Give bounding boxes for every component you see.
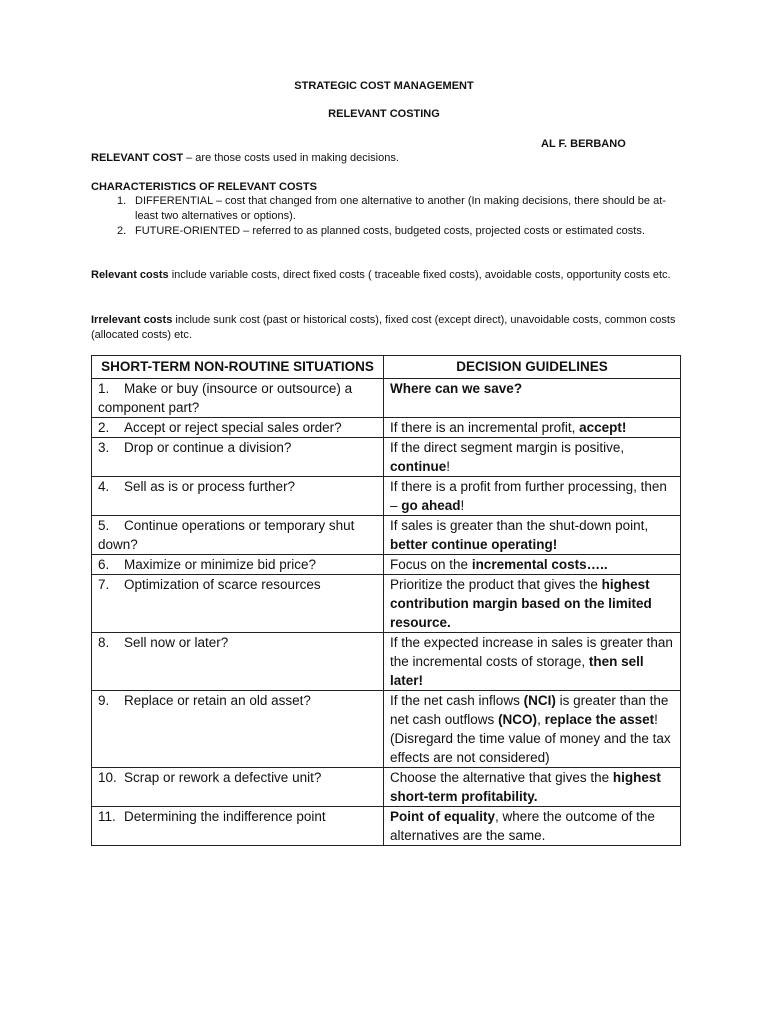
situation-text: Optimization of scarce resources bbox=[124, 577, 321, 592]
guideline-cell bbox=[384, 807, 681, 846]
table-row bbox=[92, 418, 681, 438]
guideline-text: is greater than the net cash outflows bbox=[390, 693, 669, 727]
table-row bbox=[92, 438, 681, 477]
guideline-emphasis: better continue operating! bbox=[390, 537, 558, 552]
situation-cell bbox=[92, 768, 384, 807]
characteristics-heading: CHARACTERISTICS OF RELEVANT COSTS bbox=[91, 181, 317, 193]
guideline-cell bbox=[384, 379, 681, 418]
situation-text: Make or buy (insource or outsource) a component part? bbox=[98, 381, 353, 415]
situation-cell bbox=[92, 477, 384, 516]
guideline-cell bbox=[384, 555, 681, 575]
characteristic-number: 2. bbox=[117, 225, 127, 237]
relevant-cost-definition bbox=[91, 151, 681, 166]
guideline-cell bbox=[384, 575, 681, 633]
guideline-text: Choose the alternative that gives the bbox=[390, 770, 613, 785]
situations-column-header: SHORT-TERM NON-ROUTINE SITUATIONS bbox=[92, 356, 384, 379]
situation-text: Scrap or rework a defective unit? bbox=[124, 770, 322, 785]
situation-number: 7. bbox=[98, 577, 110, 592]
characteristic-number: 1. bbox=[117, 195, 127, 207]
guidelines-column-header: DECISION GUIDELINES bbox=[384, 356, 681, 379]
author-name: AL F. BERBANO bbox=[541, 138, 626, 150]
irrelevant-costs-text: include sunk cost (past or historical costs), fixed cost (except direct), unavoidable costs, common costs (allocated costs) etc. bbox=[91, 314, 676, 341]
guideline-text: If the expected increase in sales is greater than the incremental costs of storage, bbox=[390, 635, 673, 669]
guideline-text: If the direct segment margin is positive, bbox=[390, 440, 625, 455]
decision-table-body bbox=[92, 379, 681, 846]
situation-cell bbox=[92, 379, 384, 418]
characteristic-text: DIFFERENTIAL – cost that changed from one alternative to another (In making decisions, there should be at-least two alternatives or options). bbox=[135, 195, 666, 222]
guideline-text: ! bbox=[460, 498, 465, 513]
guideline-text: If there is an incremental profit, bbox=[390, 420, 580, 435]
situation-text: Accept or reject special sales order? bbox=[124, 420, 342, 435]
relevant-costs-paragraph bbox=[91, 268, 681, 283]
characteristics-list bbox=[117, 194, 677, 239]
situation-cell bbox=[92, 418, 384, 438]
relevant-costs-lead: Relevant costs bbox=[91, 269, 169, 281]
irrelevant-costs-lead: Irrelevant costs bbox=[91, 314, 173, 326]
guideline-cell bbox=[384, 418, 681, 438]
table-row bbox=[92, 807, 681, 846]
situation-number: 10. bbox=[98, 770, 117, 785]
situation-number: 4. bbox=[98, 479, 110, 494]
decision-table bbox=[91, 355, 681, 846]
guideline-cell bbox=[384, 516, 681, 555]
relevant-cost-term: RELEVANT COST bbox=[91, 152, 184, 164]
situation-text: Maximize or minimize bid price? bbox=[124, 557, 317, 572]
situation-number: 6. bbox=[98, 557, 110, 572]
table-row bbox=[92, 768, 681, 807]
guideline-text: Prioritize the product that gives the bbox=[390, 577, 602, 592]
table-row bbox=[92, 575, 681, 633]
guideline-cell bbox=[384, 438, 681, 477]
guideline-emphasis: go ahead bbox=[401, 498, 461, 513]
guideline-emphasis: continue bbox=[390, 459, 447, 474]
irrelevant-costs-paragraph bbox=[91, 313, 681, 343]
guideline-text: , bbox=[537, 712, 545, 727]
table-row bbox=[92, 555, 681, 575]
guideline-text: Focus on the bbox=[390, 557, 472, 572]
table-row bbox=[92, 477, 681, 516]
situation-cell bbox=[92, 555, 384, 575]
situation-number: 5. bbox=[98, 518, 110, 533]
guideline-emphasis: incremental costs….. bbox=[471, 557, 608, 572]
guideline-text: If the net cash inflows bbox=[390, 693, 524, 708]
document-title: STRATEGIC COST MANAGEMENT bbox=[294, 80, 474, 92]
guideline-emphasis: highest short-term profitability. bbox=[390, 770, 661, 804]
table-row bbox=[92, 379, 681, 418]
guideline-cell bbox=[384, 768, 681, 807]
situation-cell bbox=[92, 516, 384, 555]
table-row bbox=[92, 691, 681, 768]
guideline-cell bbox=[384, 477, 681, 516]
characteristic-text: FUTURE-ORIENTED – referred to as planned costs, budgeted costs, projected costs or estimated costs. bbox=[135, 225, 645, 237]
situation-number: 11. bbox=[98, 809, 116, 824]
guideline-text: If there is a profit from further processing, then – bbox=[390, 479, 667, 513]
table-row bbox=[92, 633, 681, 691]
situation-text: Sell as is or process further? bbox=[124, 479, 296, 494]
guideline-text: ! bbox=[446, 459, 451, 474]
guideline-emphasis: highest contribution margin based on the limited resource. bbox=[390, 577, 652, 630]
situation-cell bbox=[92, 691, 384, 768]
situation-number: 8. bbox=[98, 635, 110, 650]
guideline-emphasis: Where can we save? bbox=[390, 381, 523, 396]
situation-text: Replace or retain an old asset? bbox=[124, 693, 311, 708]
characteristic-item bbox=[117, 194, 677, 224]
guideline-emphasis: then sell later! bbox=[390, 654, 644, 688]
situation-number: 9. bbox=[98, 693, 110, 708]
guideline-cell bbox=[384, 691, 681, 768]
situation-number: 3. bbox=[98, 440, 110, 455]
characteristic-item bbox=[117, 224, 677, 239]
situation-text: Sell now or later? bbox=[124, 635, 229, 650]
situation-text: Determining the indifference point bbox=[124, 809, 326, 824]
guideline-emphasis: Point of equality bbox=[390, 809, 496, 824]
relevant-cost-text: – are those costs used in making decisions. bbox=[183, 152, 399, 164]
situation-cell bbox=[92, 633, 384, 691]
situation-cell bbox=[92, 575, 384, 633]
guideline-emphasis: accept! bbox=[579, 420, 627, 435]
guideline-cell bbox=[384, 633, 681, 691]
guideline-text: If sales is greater than the shut-down point, bbox=[390, 518, 649, 533]
situation-number: 2. bbox=[98, 420, 110, 435]
situation-cell bbox=[92, 807, 384, 846]
situation-text: Continue operations or temporary shut down? bbox=[98, 518, 355, 552]
document-subtitle: RELEVANT COSTING bbox=[328, 108, 440, 120]
relevant-costs-text: include variable costs, direct fixed costs ( traceable fixed costs), avoidable costs, opportunity costs etc. bbox=[168, 269, 671, 281]
situation-text: Drop or continue a division? bbox=[124, 440, 292, 455]
guideline-emphasis: replace the asset bbox=[544, 712, 655, 727]
table-header-row bbox=[92, 356, 681, 379]
situation-cell bbox=[92, 438, 384, 477]
table-row bbox=[92, 516, 681, 555]
guideline-text: ! (Disregard the time value of money and the tax effects are not considered) bbox=[390, 712, 671, 765]
guideline-text: , where the outcome of the alternatives are the same. bbox=[390, 809, 655, 843]
guideline-emphasis: (NCI) bbox=[523, 693, 556, 708]
guideline-emphasis: (NCO) bbox=[498, 712, 538, 727]
situation-number: 1. bbox=[98, 381, 110, 396]
